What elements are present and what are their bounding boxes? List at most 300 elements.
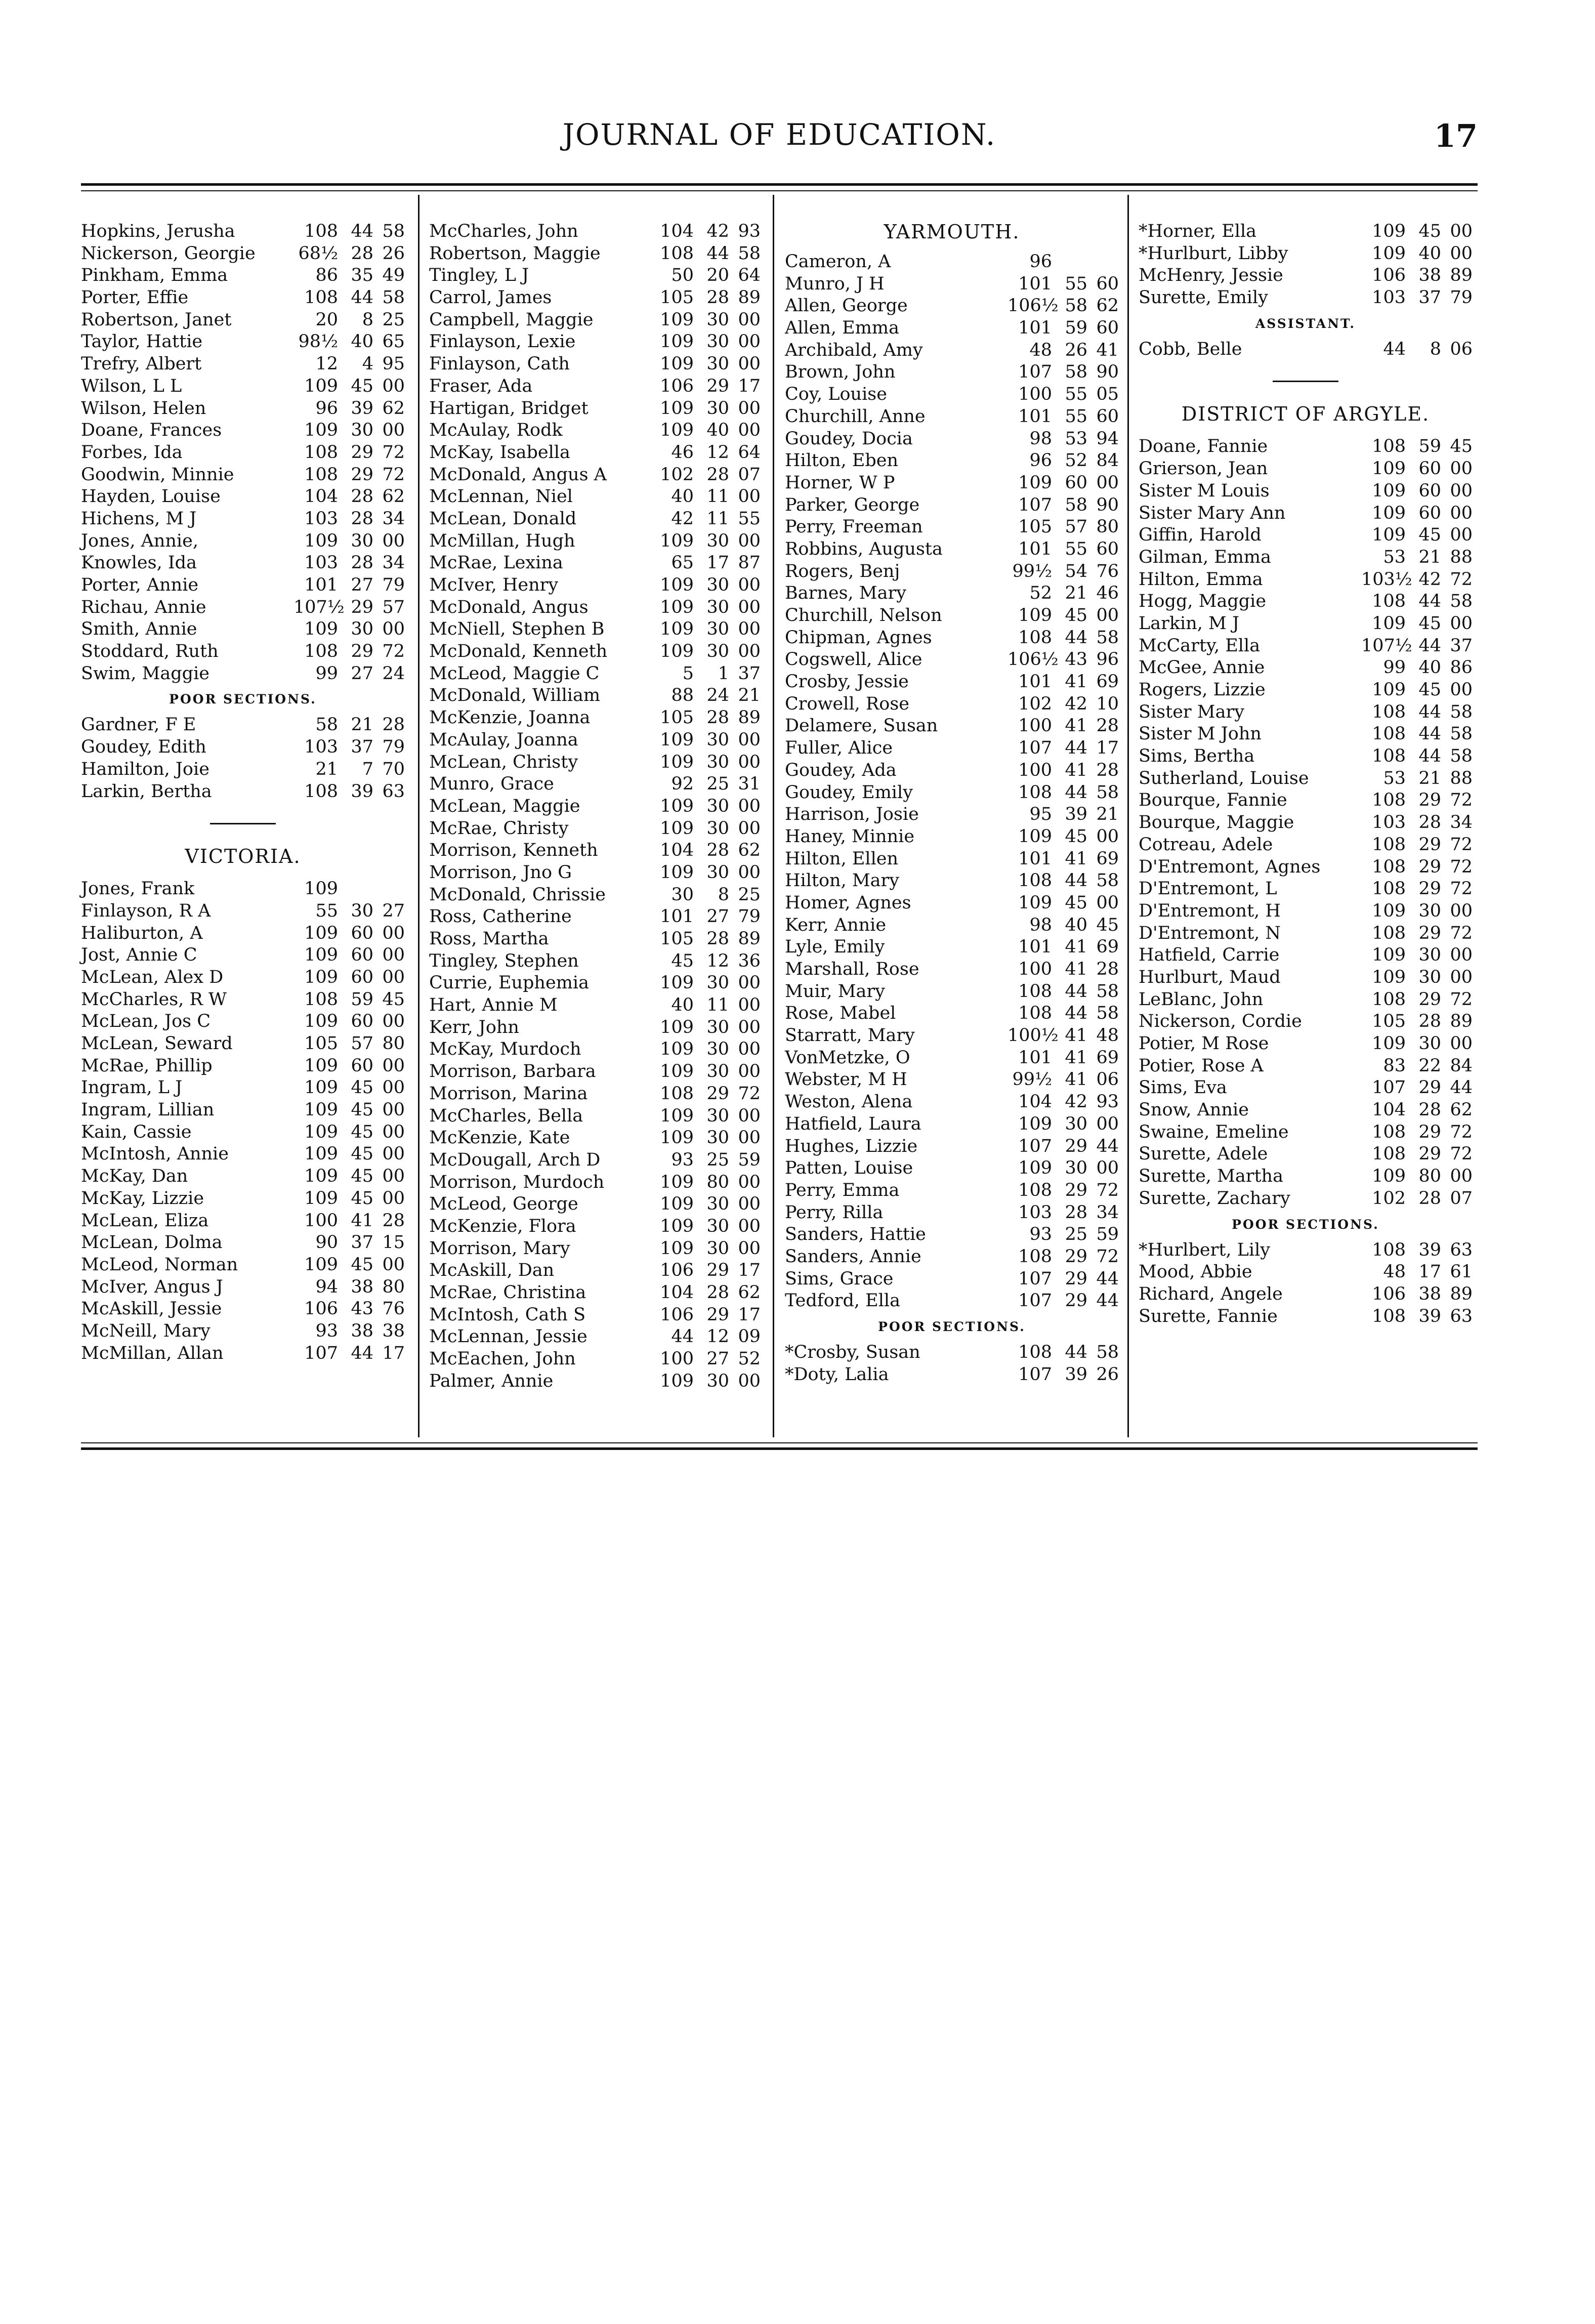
amount-cents-cell: 58 (382, 221, 405, 241)
table-row (429, 552, 761, 574)
attendance-cell: 109 (304, 1011, 338, 1032)
name-cell: McKenzie, Joanna (429, 708, 591, 728)
attendance-cell: 108 (1018, 1246, 1052, 1267)
name-cell: Goodwin, Minnie (81, 464, 234, 485)
amount-dollars-cell: 29 (1418, 989, 1441, 1010)
attendance-cell: 109 (304, 1188, 338, 1209)
amount-dollars-cell: 30 (706, 575, 729, 595)
table-row (1139, 1055, 1473, 1077)
section-subtitle-poor-sections: POOR SECTIONS. (878, 1319, 1026, 1334)
name-cell: Cogswell, Alice (785, 649, 922, 670)
name-cell: Patten, Louise (785, 1158, 913, 1179)
amount-cents-cell: 72 (1450, 569, 1473, 590)
table-row (81, 574, 405, 597)
name-cell: McDonald, Chrissie (429, 884, 606, 905)
attendance-cell: 108 (304, 781, 338, 802)
name-cell: Chipman, Agnes (785, 627, 932, 648)
amount-cents-cell: 34 (1096, 1202, 1119, 1223)
amount-dollars-cell: 60 (1418, 459, 1441, 479)
attendance-cell: 109 (660, 1371, 694, 1391)
amount-cents-cell: 58 (382, 287, 405, 308)
amount-cents-cell: 00 (1450, 1166, 1473, 1187)
name-cell: Smith, Annie (81, 619, 197, 640)
amount-cents-cell: 62 (738, 1282, 761, 1303)
amount-cents-cell: 17 (738, 1260, 761, 1281)
attendance-cell: 108 (304, 641, 338, 662)
amount-cents-cell: 00 (1450, 459, 1473, 479)
amount-cents-cell: 72 (1450, 834, 1473, 855)
table-row (785, 848, 1119, 870)
attendance-cell: 109 (660, 1017, 694, 1038)
section-divider (1273, 381, 1338, 382)
amount-dollars-cell: 39 (351, 398, 373, 419)
amount-cents-cell: 58 (1096, 870, 1119, 891)
table-row (1139, 701, 1473, 724)
amount-dollars-cell: 44 (1065, 870, 1087, 891)
table-row (429, 331, 761, 353)
attendance-cell: 109 (304, 967, 338, 987)
name-cell: Potier, Rose A (1139, 1055, 1264, 1076)
name-cell: Tedford, Ella (785, 1291, 900, 1311)
amount-cents-cell: 36 (738, 950, 761, 971)
attendance-cell: 109 (660, 1238, 694, 1259)
amount-cents-cell: 72 (1096, 1180, 1119, 1200)
attendance-cell: 20 (315, 309, 338, 330)
table-row (429, 1238, 761, 1260)
table-row (429, 862, 761, 884)
name-cell: Hayden, Louise (81, 486, 221, 507)
name-cell: McIntosh, Annie (81, 1144, 229, 1165)
bottom-rule-thick (81, 1447, 1478, 1450)
amount-cents-cell: 00 (382, 530, 405, 551)
amount-cents-cell: 00 (1450, 680, 1473, 700)
attendance-cell: 48 (1383, 1262, 1406, 1282)
amount-cents-cell: 00 (738, 796, 761, 816)
attendance-cell: 109 (1018, 1113, 1052, 1134)
amount-dollars-cell: 30 (706, 354, 729, 375)
amount-dollars-cell: 60 (351, 967, 373, 987)
amount-dollars-cell: 30 (706, 331, 729, 352)
amount-cents-cell: 58 (1096, 981, 1119, 1002)
amount-cents-cell: 59 (738, 1149, 761, 1170)
table-row (785, 671, 1119, 693)
table-row (785, 1157, 1119, 1180)
amount-cents-cell: 48 (1096, 1025, 1119, 1046)
name-cell: Hatfield, Laura (785, 1113, 921, 1134)
amount-cents-cell: 28 (1096, 959, 1119, 979)
attendance-cell: 109 (660, 641, 694, 662)
amount-dollars-cell: 24 (706, 685, 729, 706)
amount-cents-cell: 00 (738, 1128, 761, 1148)
amount-dollars-cell: 30 (706, 752, 729, 772)
name-cell: Robbins, Augusta (785, 538, 943, 559)
amount-dollars-cell: 45 (351, 1254, 373, 1275)
attendance-cell: 103 (1372, 287, 1406, 308)
amount-dollars-cell: 60 (1065, 472, 1087, 493)
table-row (785, 1069, 1119, 1091)
amount-dollars-cell: 29 (1065, 1246, 1087, 1267)
amount-dollars-cell: 60 (1418, 503, 1441, 523)
attendance-cell: 107½ (1361, 635, 1412, 656)
table-row (81, 1011, 405, 1033)
name-cell: Perry, Emma (785, 1180, 900, 1200)
amount-cents-cell: 44 (1096, 1136, 1119, 1156)
table-row (785, 472, 1119, 494)
name-cell: Swim, Maggie (81, 663, 209, 684)
attendance-cell: 101 (1018, 538, 1052, 559)
attendance-cell: 90 (315, 1232, 338, 1253)
amount-cents-cell: 87 (738, 553, 761, 573)
amount-dollars-cell: 17 (706, 553, 729, 573)
attendance-cell: 109 (304, 1144, 338, 1165)
section-subtitle-poor-sections: POOR SECTIONS. (1232, 1217, 1379, 1232)
amount-cents-cell: 58 (1096, 1003, 1119, 1024)
name-cell: McDougall, Arch D (429, 1149, 601, 1170)
amount-cents-cell: 62 (382, 486, 405, 507)
attendance-cell: 40 (671, 486, 694, 507)
amount-cents-cell: 07 (1450, 1188, 1473, 1209)
amount-cents-cell: 00 (738, 1371, 761, 1391)
name-cell: Morrison, Marina (429, 1083, 588, 1104)
attendance-cell: 107 (1372, 1077, 1406, 1098)
attendance-cell: 105 (660, 287, 694, 308)
amount-dollars-cell: 30 (1065, 1113, 1087, 1134)
amount-cents-cell: 00 (1096, 1113, 1119, 1134)
amount-cents-cell: 80 (382, 1033, 405, 1054)
name-cell: Bourque, Fannie (1139, 790, 1287, 811)
attendance-cell: 108 (1372, 1122, 1406, 1142)
amount-cents-cell: 00 (1096, 1158, 1119, 1179)
amount-dollars-cell: 30 (706, 1039, 729, 1060)
table-row (1139, 243, 1473, 265)
amount-cents-cell: 15 (382, 1232, 405, 1253)
table-row (1139, 1011, 1473, 1033)
attendance-cell: 108 (1372, 1306, 1406, 1326)
amount-cents-cell: 00 (738, 1017, 761, 1038)
amount-cents-cell: 49 (382, 265, 405, 286)
table-row (429, 818, 761, 840)
amount-cents-cell: 63 (382, 781, 405, 802)
amount-dollars-cell: 38 (1418, 265, 1441, 286)
name-cell: Ross, Martha (429, 929, 549, 949)
amount-dollars-cell: 45 (1065, 826, 1087, 847)
attendance-cell: 105 (1018, 517, 1052, 537)
attendance-cell: 108 (1018, 1342, 1052, 1362)
amount-dollars-cell: 41 (1065, 848, 1087, 869)
amount-cents-cell: 00 (738, 398, 761, 419)
amount-cents-cell: 00 (738, 1039, 761, 1060)
amount-dollars-cell: 42 (1418, 569, 1441, 590)
table-row (785, 981, 1119, 1003)
attendance-cell: 107½ (293, 597, 345, 617)
amount-cents-cell: 45 (382, 989, 405, 1010)
name-cell: Morrison, Mary (429, 1238, 570, 1259)
table-row (1139, 657, 1473, 679)
amount-cents-cell: 00 (1450, 221, 1473, 241)
amount-dollars-cell: 28 (1065, 1202, 1087, 1223)
name-cell: Trefry, Albert (81, 354, 202, 375)
table-row (1139, 1122, 1473, 1144)
table-row (1139, 436, 1473, 458)
amount-cents-cell: 63 (1450, 1306, 1473, 1326)
amount-cents-cell: 79 (382, 575, 405, 595)
table-row (429, 707, 761, 729)
top-rule-thin (81, 190, 1478, 191)
table-row (81, 1122, 405, 1144)
attendance-cell: 103 (304, 553, 338, 573)
attendance-cell: 93 (315, 1320, 338, 1341)
amount-dollars-cell: 55 (1065, 538, 1087, 559)
attendance-cell: 109 (1372, 525, 1406, 546)
table-row (429, 464, 761, 486)
table-row (429, 442, 761, 464)
amount-dollars-cell: 58 (1065, 494, 1087, 515)
amount-dollars-cell: 30 (1418, 1033, 1441, 1054)
attendance-cell: 96 (315, 398, 338, 419)
attendance-cell: 103 (304, 508, 338, 529)
attendance-cell: 83 (1383, 1055, 1406, 1076)
name-cell: Sims, Bertha (1139, 746, 1255, 767)
table-row (1139, 458, 1473, 480)
amount-dollars-cell: 28 (351, 508, 373, 529)
amount-cents-cell: 00 (382, 420, 405, 441)
amount-dollars-cell: 11 (706, 486, 729, 507)
table-row (81, 663, 405, 685)
amount-dollars-cell: 21 (1418, 768, 1441, 788)
amount-cents-cell: 00 (738, 486, 761, 507)
attendance-cell: 103 (1018, 1202, 1052, 1223)
attendance-cell: 106 (660, 376, 694, 396)
table-row (785, 605, 1119, 627)
amount-dollars-cell: 30 (706, 729, 729, 750)
table-row (81, 759, 405, 781)
attendance-cell: 108 (1372, 701, 1406, 722)
amount-dollars-cell: 55 (1065, 384, 1087, 405)
attendance-cell: 108 (1018, 1180, 1052, 1200)
amount-cents-cell: 89 (1450, 1283, 1473, 1304)
amount-dollars-cell: 44 (351, 221, 373, 241)
attendance-cell: 107 (304, 1343, 338, 1363)
attendance-cell: 108 (1372, 856, 1406, 877)
attendance-cell: 108 (304, 989, 338, 1010)
table-row (785, 1342, 1119, 1364)
name-cell: McLeod, Maggie C (429, 663, 600, 684)
attendance-cell: 109 (660, 354, 694, 375)
attendance-cell: 44 (1383, 339, 1406, 359)
amount-dollars-cell: 38 (1418, 1283, 1441, 1304)
amount-dollars-cell: 35 (351, 265, 373, 286)
amount-cents-cell: 63 (1450, 1239, 1473, 1260)
amount-dollars-cell: 59 (1065, 318, 1087, 339)
amount-cents-cell: 26 (1096, 1364, 1119, 1385)
amount-dollars-cell: 1 (718, 663, 729, 684)
amount-cents-cell: 00 (738, 1172, 761, 1192)
table-row (81, 508, 405, 530)
attendance-cell: 108 (660, 1083, 694, 1104)
amount-cents-cell: 72 (1450, 790, 1473, 811)
table-row (429, 287, 761, 309)
amount-dollars-cell: 37 (351, 737, 373, 758)
name-cell: Horner, W P (785, 472, 895, 493)
amount-cents-cell: 44 (1096, 1268, 1119, 1289)
name-cell: Sister M John (1139, 724, 1262, 744)
name-cell: McCarty, Ella (1139, 635, 1261, 656)
amount-cents-cell: 21 (738, 685, 761, 706)
table-row (429, 928, 761, 950)
attendance-cell: 100 (304, 1210, 338, 1231)
amount-cents-cell: 00 (738, 1105, 761, 1126)
attendance-cell: 42 (671, 508, 694, 529)
amount-dollars-cell: 45 (1065, 892, 1087, 913)
amount-dollars-cell: 55 (1065, 273, 1087, 294)
attendance-cell: 104 (660, 1282, 694, 1303)
name-cell: McLean, Dolma (81, 1232, 223, 1253)
amount-cents-cell: 45 (1096, 915, 1119, 935)
table-row (785, 273, 1119, 296)
attendance-cell: 95 (1029, 804, 1052, 825)
amount-cents-cell: 80 (1096, 517, 1119, 537)
page-number: 17 (1434, 117, 1478, 154)
table-row (429, 618, 761, 641)
amount-dollars-cell: 41 (1065, 959, 1087, 979)
table-row (81, 989, 405, 1011)
name-cell: McLean, Eliza (81, 1210, 209, 1231)
amount-cents-cell: 80 (382, 1276, 405, 1297)
table-row (81, 1210, 405, 1232)
section-title-district-of-argyle: DISTRICT OF ARGYLE. (1181, 403, 1430, 426)
name-cell: Forbes, Ida (81, 442, 183, 463)
amount-dollars-cell: 43 (1065, 649, 1087, 670)
name-cell: Marshall, Rose (785, 959, 919, 979)
name-cell: Larkin, Bertha (81, 781, 212, 802)
attendance-cell: 106 (1372, 1283, 1406, 1304)
amount-cents-cell: 27 (382, 900, 405, 921)
name-cell: Hughes, Lizzie (785, 1136, 918, 1156)
amount-cents-cell: 00 (1450, 503, 1473, 523)
table-row (81, 376, 405, 398)
attendance-cell: 109 (304, 1077, 338, 1098)
attendance-cell: 103½ (1361, 569, 1412, 590)
name-cell: Porter, Effie (81, 287, 189, 308)
amount-dollars-cell: 39 (1065, 804, 1087, 825)
amount-dollars-cell: 28 (706, 1282, 729, 1303)
attendance-cell: 107 (1018, 362, 1052, 383)
name-cell: Doane, Fannie (1139, 436, 1268, 457)
table-row (81, 967, 405, 989)
name-cell: Sims, Eva (1139, 1077, 1227, 1098)
amount-dollars-cell: 30 (1065, 1158, 1087, 1179)
table-row (429, 773, 761, 796)
name-cell: Hart, Annie M (429, 995, 558, 1016)
amount-cents-cell: 69 (1096, 1047, 1119, 1068)
amount-dollars-cell: 28 (351, 243, 373, 264)
name-cell: McLean, Maggie (429, 796, 580, 816)
amount-dollars-cell: 39 (351, 781, 373, 802)
name-cell: Jost, Annie C (81, 945, 197, 966)
amount-dollars-cell: 21 (1065, 583, 1087, 604)
name-cell: Jones, Annie, (81, 530, 198, 551)
attendance-cell: 92 (671, 774, 694, 795)
name-cell: Morrison, Murdoch (429, 1172, 605, 1192)
attendance-cell: 100½ (1008, 1025, 1059, 1046)
amount-cents-cell: 00 (1096, 892, 1119, 913)
table-row (81, 464, 405, 486)
table-row (429, 1039, 761, 1061)
name-cell: McLennan, Niel (429, 486, 573, 507)
table-row (785, 826, 1119, 848)
attendance-cell: 108 (1372, 923, 1406, 943)
amount-dollars-cell: 42 (1065, 1092, 1087, 1112)
table-row (429, 663, 761, 685)
attendance-cell: 102 (1372, 1188, 1406, 1209)
attendance-cell: 100 (1018, 959, 1052, 979)
amount-cents-cell: 79 (1450, 287, 1473, 308)
attendance-cell: 104 (1018, 1092, 1052, 1112)
table-row (429, 574, 761, 597)
amount-cents-cell: 00 (1450, 480, 1473, 501)
table-row (81, 552, 405, 574)
attendance-cell: 109 (1372, 680, 1406, 700)
amount-dollars-cell: 30 (706, 1128, 729, 1148)
attendance-cell: 40 (671, 995, 694, 1016)
amount-dollars-cell: 30 (706, 1238, 729, 1259)
attendance-cell: 44 (671, 1326, 694, 1347)
table-row (1139, 265, 1473, 287)
amount-dollars-cell: 30 (351, 530, 373, 551)
name-cell: Jones, Frank (81, 879, 195, 899)
table-row (785, 538, 1119, 561)
amount-cents-cell: 58 (1096, 1342, 1119, 1362)
amount-cents-cell: 00 (382, 945, 405, 966)
amount-cents-cell: 00 (1096, 605, 1119, 626)
amount-dollars-cell: 28 (1418, 1100, 1441, 1120)
amount-dollars-cell: 52 (1065, 450, 1087, 471)
list-block (1139, 339, 1473, 361)
amount-cents-cell: 26 (382, 243, 405, 264)
table-row (429, 1371, 761, 1393)
amount-dollars-cell: 30 (706, 597, 729, 617)
attendance-cell: 52 (1029, 583, 1052, 604)
name-cell: McAulay, Joanna (429, 729, 578, 750)
attendance-cell: 109 (304, 530, 338, 551)
amount-dollars-cell: 41 (351, 1210, 373, 1231)
amount-dollars-cell: 30 (1418, 967, 1441, 987)
amount-cents-cell: 00 (1450, 900, 1473, 921)
name-cell: Allen, George (785, 296, 908, 316)
attendance-cell: 109 (1018, 472, 1052, 493)
amount-cents-cell: 00 (1450, 1033, 1473, 1054)
amount-cents-cell: 38 (382, 1320, 405, 1341)
amount-cents-cell: 60 (1096, 318, 1119, 339)
amount-cents-cell: 00 (382, 1077, 405, 1098)
table-row (1139, 1239, 1473, 1262)
table-row (1139, 812, 1473, 834)
table-row (81, 331, 405, 353)
table-row (429, 486, 761, 508)
amount-dollars-cell: 45 (1418, 613, 1441, 634)
table-row (785, 804, 1119, 826)
section-title-yarmouth: YARMOUTH. (884, 221, 1020, 243)
attendance-cell: 109 (1372, 480, 1406, 501)
table-row (429, 1193, 761, 1216)
name-cell: McAskill, Jessie (81, 1299, 222, 1319)
name-cell: Surette, Fannie (1139, 1306, 1278, 1326)
amount-dollars-cell: 45 (351, 376, 373, 396)
table-row (785, 715, 1119, 737)
attendance-cell: 106 (304, 1299, 338, 1319)
amount-dollars-cell: 45 (1418, 680, 1441, 700)
list-block (1139, 436, 1473, 1210)
